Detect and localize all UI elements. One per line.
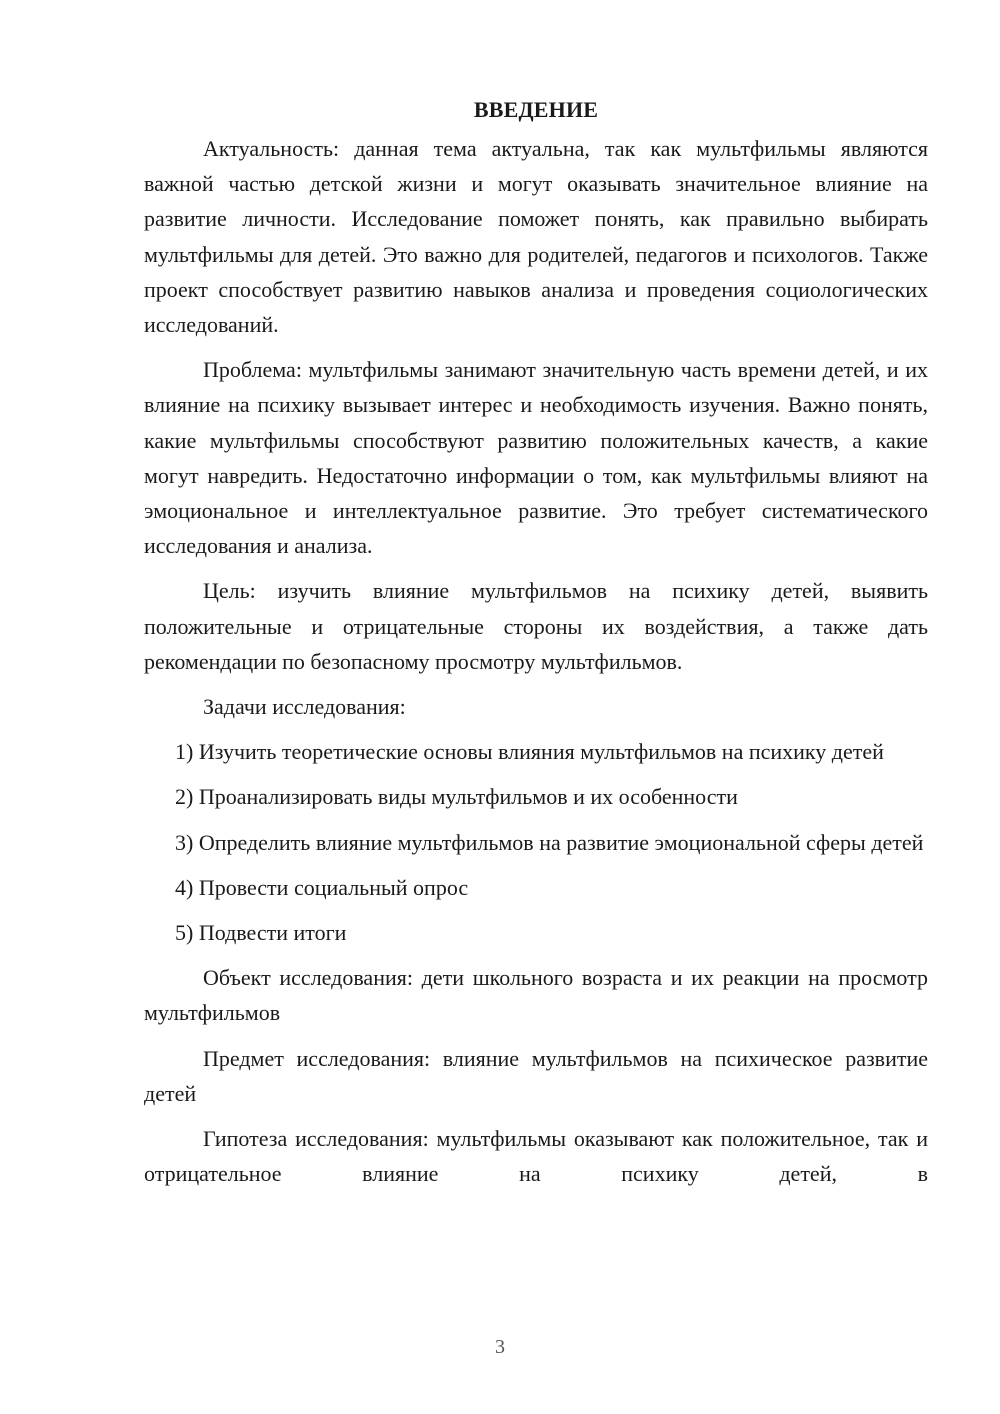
goal-paragraph: Цель: изучить влияние мультфильмов на психику детей, выявить положительные и отрицательные стороны их воздействия, а также дать рекомендации по безопасному просмотру мультфильмов.	[144, 578, 928, 674]
relevance-paragraph: Актуальность: данная тема актуальна, так как мультфильмы являются важной частью детской жизни и могут оказывать значительное влияние на развитие личности. Исследование поможет понять, как правильно выбирать мультфильмы для детей. Это важно для родителей, педагогов и психологов. Также проект способствует развитию навыков анализа и проведения социологических исследований.	[144, 136, 928, 338]
document-page	[144, 92, 928, 1191]
hypothesis-paragraph: Гипотеза исследования: мультфильмы оказывают как положительное, так и отрицательное влияние на психику детей, в	[144, 1126, 928, 1187]
task-item-5: 5) Подвести итоги	[175, 920, 347, 946]
problem-paragraph: Проблема: мультфильмы занимают значительную часть времени детей, и их влияние на психику вызывает интерес и необходимость изучения. Важно понять, какие мультфильмы способствуют развитию положительных качеств, а какие могут навредить. Недостаточно информации о том, как мультфильмы влияют на эмоциональное и интеллектуальное развитие. Это требует систематического исследования и анализа.	[144, 357, 928, 559]
tasks-title: Задачи исследования:	[203, 694, 406, 720]
task-item-2: 2) Проанализировать виды мультфильмов и их особенности	[175, 784, 738, 810]
subject-paragraph: Предмет исследования: влияние мультфильмов на психическое развитие детей	[144, 1045, 928, 1106]
task-item-3: 3) Определить влияние мультфильмов на развитие эмоциональной сферы детей	[175, 829, 924, 855]
task-item-1: 1) Изучить теоретические основы влияния мультфильмов на психику детей	[175, 739, 884, 765]
section-heading: ВВЕДЕНИЕ	[473, 97, 599, 122]
task-item-4: 4) Провести социальный опрос	[175, 874, 469, 900]
object-paragraph: Объект исследования: дети школьного возраста и их реакции на просмотр мультфильмов	[144, 965, 928, 1026]
page-number: 3	[495, 1336, 505, 1358]
